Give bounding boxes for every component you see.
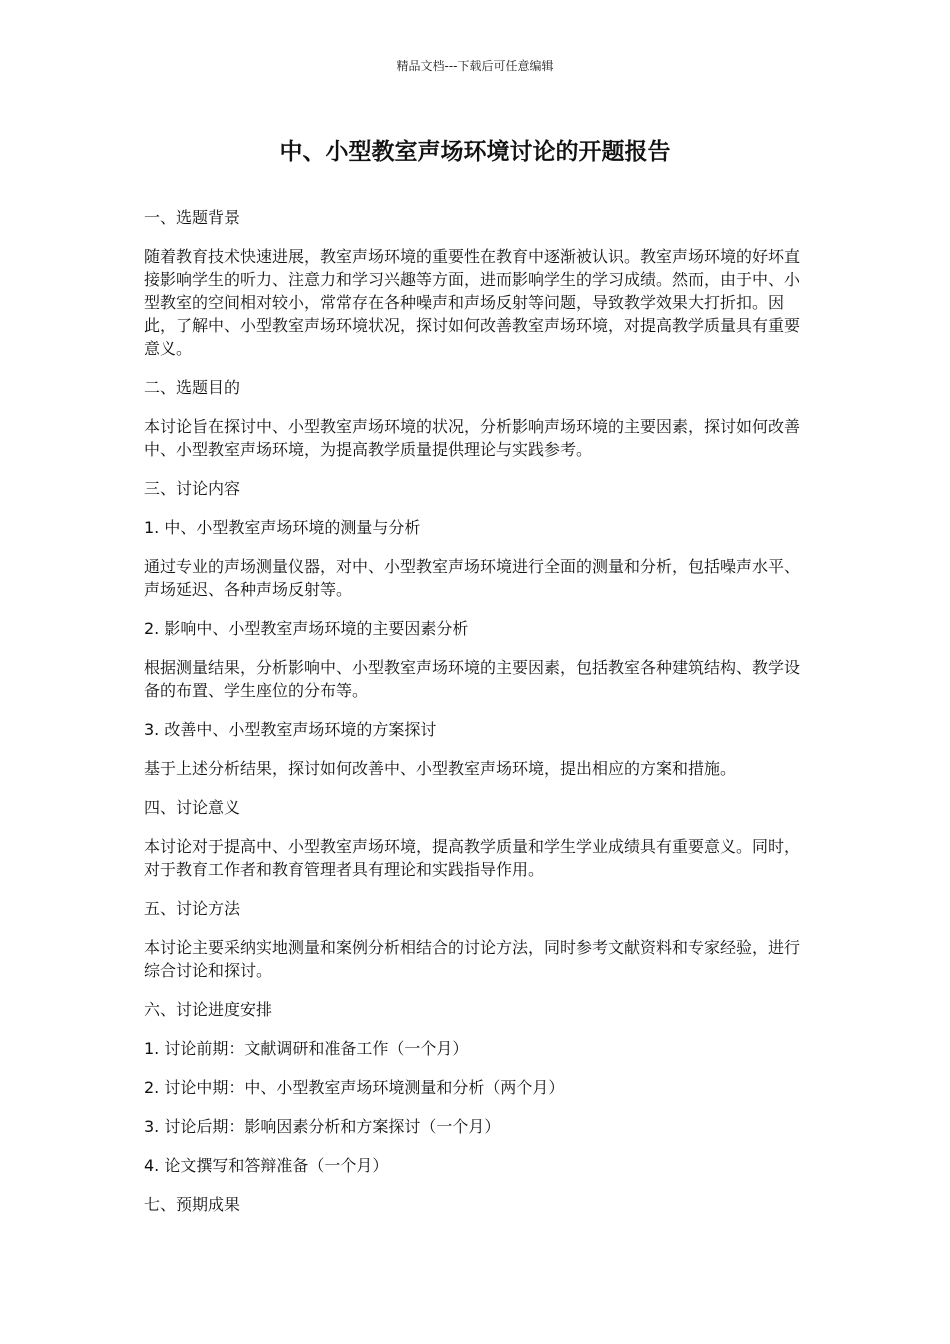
document-body <box>144 206 808 1232</box>
section-heading-significance: 四、讨论意义 <box>144 798 241 817</box>
schedule-item: 1. 讨论前期：文献调研和准备工作（一个月） <box>144 1039 469 1058</box>
paragraph-purpose: 本讨论旨在探讨中、小型教室声场环境的状况，分析影响声场环境的主要因素，探讨如何改善中、小型教室声场环境，为提高教学质量提供理论与实践参考。 <box>144 417 801 459</box>
paragraph-method: 本讨论主要采纳实地测量和案例分析相结合的讨论方法，同时参考文献资料和专家经验，进行综合讨论和探讨。 <box>144 938 801 980</box>
schedule-item: 4. 论文撰写和答辩准备（一个月） <box>144 1156 389 1175</box>
paragraph-significance: 本讨论对于提高中、小型教室声场环境，提高教学质量和学生学业成绩具有重要意义。同时，对于教育工作者和教育管理者具有理论和实践指导作用。 <box>144 837 801 879</box>
section-heading-content: 三、讨论内容 <box>144 479 241 498</box>
subheading-measurement: 1. 中、小型教室声场环境的测量与分析 <box>144 518 421 537</box>
document-title: 中、小型教室声场环境讨论的开题报告 <box>279 139 671 165</box>
header-note: 精品文档---下载后可任意编辑 <box>396 59 554 73</box>
paragraph-improvement: 基于上述分析结果，探讨如何改善中、小型教室声场环境，提出相应的方案和措施。 <box>144 759 737 778</box>
schedule-item: 3. 讨论后期：影响因素分析和方案探讨（一个月） <box>144 1117 501 1136</box>
paragraph-measurement: 通过专业的声场测量仪器，对中、小型教室声场环境进行全面的测量和分析，包括噪声水平、声场延迟、各种声场反射等。 <box>144 557 801 599</box>
paragraph-factors: 根据测量结果，分析影响中、小型教室声场环境的主要因素，包括教室各种建筑结构、教学设备的布置、学生座位的分布等。 <box>144 658 801 700</box>
subheading-factors: 2. 影响中、小型教室声场环境的主要因素分析 <box>144 619 469 638</box>
paragraph-background: 随着教育技术快速进展，教室声场环境的重要性在教育中逐渐被认识。教室声场环境的好坏直接影响学生的听力、注意力和学习兴趣等方面，进而影响学生的学习成绩。然而，由于中、小型教室的空间相对较小，常常存在各种噪声和声场反射等问题，导致教学效果大打折扣。因此，了解中、小型教室声场环境状况，探讨如何改善教室声场环境，对提高教学质量具有重要意义。 <box>144 247 801 358</box>
section-heading-purpose: 二、选题目的 <box>144 378 241 397</box>
subheading-improvement: 3. 改善中、小型教室声场环境的方案探讨 <box>144 720 437 739</box>
section-heading-expected-results: 七、预期成果 <box>144 1195 241 1214</box>
schedule-item: 2. 讨论中期：中、小型教室声场环境测量和分析（两个月） <box>144 1078 565 1097</box>
section-heading-background: 一、选题背景 <box>144 208 241 227</box>
section-heading-method: 五、讨论方法 <box>144 899 241 918</box>
section-heading-schedule: 六、讨论进度安排 <box>144 1000 273 1019</box>
